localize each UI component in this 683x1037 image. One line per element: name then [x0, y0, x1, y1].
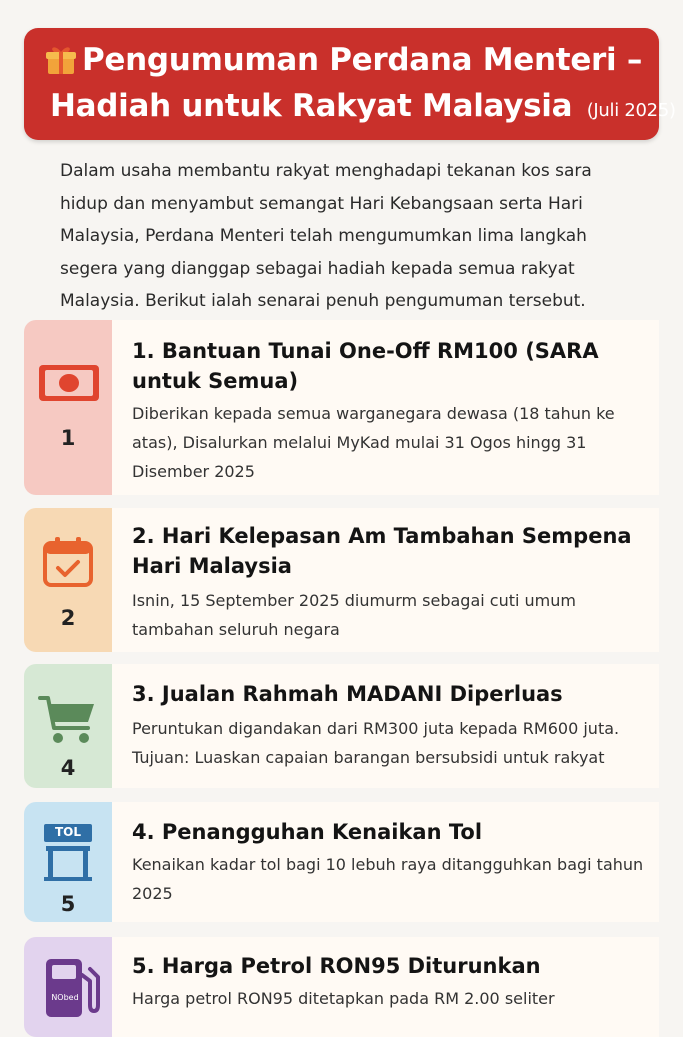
announcement-card-5	[24, 937, 659, 1037]
card-title: 1. Bantuan Tunai One-Off RM100 (SARA untuk Semua)	[132, 339, 599, 393]
toll-icon-label: TOL	[54, 825, 82, 839]
card-number: 2	[60, 606, 76, 630]
fuel-pump-icon-label: NObed	[51, 993, 79, 1002]
card-tab	[24, 320, 112, 495]
intro-paragraph: Dalam usaha membantu rakyat menghadapi tekanan kos sara hidup dan menyambut semangat Hari Kebangsaan serta Hari Malaysia, Perdana Menteri telah mengumumkan lima langkah segera yang dianggap sebagai hadiah kepada semua rakyat Malaysia. Berikut ialah senarai penuh pengumuman tersebut.	[60, 161, 592, 311]
announcement-card-2	[24, 508, 659, 652]
gift-icon	[46, 44, 76, 76]
card-title: 3. Jualan Rahmah MADANI Diperluas	[132, 682, 563, 706]
announcement-card-4	[24, 802, 659, 922]
page-title: Pengumuman Perdana Menteri –	[82, 42, 643, 78]
card-description: Kenaikan kadar tol bagi 10 lebuh raya ditangguhkan bagi tahun 2025	[132, 855, 644, 903]
card-description: Peruntukan digandakan dari RM300 juta kepada RM600 juta. Tujuan: Luaskan capaian barangan bersubsidi untuk rakyat	[132, 719, 620, 767]
card-title: 2. Hari Kelepasan Am Tambahan Sempena Hari Malaysia	[132, 524, 632, 578]
card-description: Harga petrol RON95 ditetapkan pada RM 2.00 seliter	[132, 989, 555, 1008]
card-description: Diberikan kepada semua warganegara dewasa (18 tahun ke atas), Disalurkan melalui MyKad mulai 31 Ogos hingg 31 Disember 2025	[132, 404, 615, 481]
card-title: 4. Penangguhan Kenaikan Tol	[132, 820, 483, 844]
announcement-card-3	[24, 664, 659, 788]
announcement-card-1	[24, 320, 659, 495]
cash-icon	[38, 364, 100, 402]
card-number: 4	[60, 756, 76, 780]
card-description: Isnin, 15 September 2025 diumurm sebagai cuti umum tambahan seluruh negara	[132, 591, 576, 639]
card-number: 1	[60, 426, 76, 450]
cart-icon	[38, 692, 98, 748]
page-subtitle: Hadiah untuk Rakyat Malaysia	[50, 88, 573, 124]
calendar-icon	[42, 536, 94, 588]
fuel-pump-icon	[44, 955, 100, 1021]
card-title: 5. Harga Petrol RON95 Diturunkan	[132, 954, 541, 978]
announcement-date: (Juli 2025)	[586, 100, 676, 121]
header-banner	[24, 28, 676, 140]
toll-icon	[42, 822, 94, 882]
card-number: 5	[60, 892, 76, 916]
